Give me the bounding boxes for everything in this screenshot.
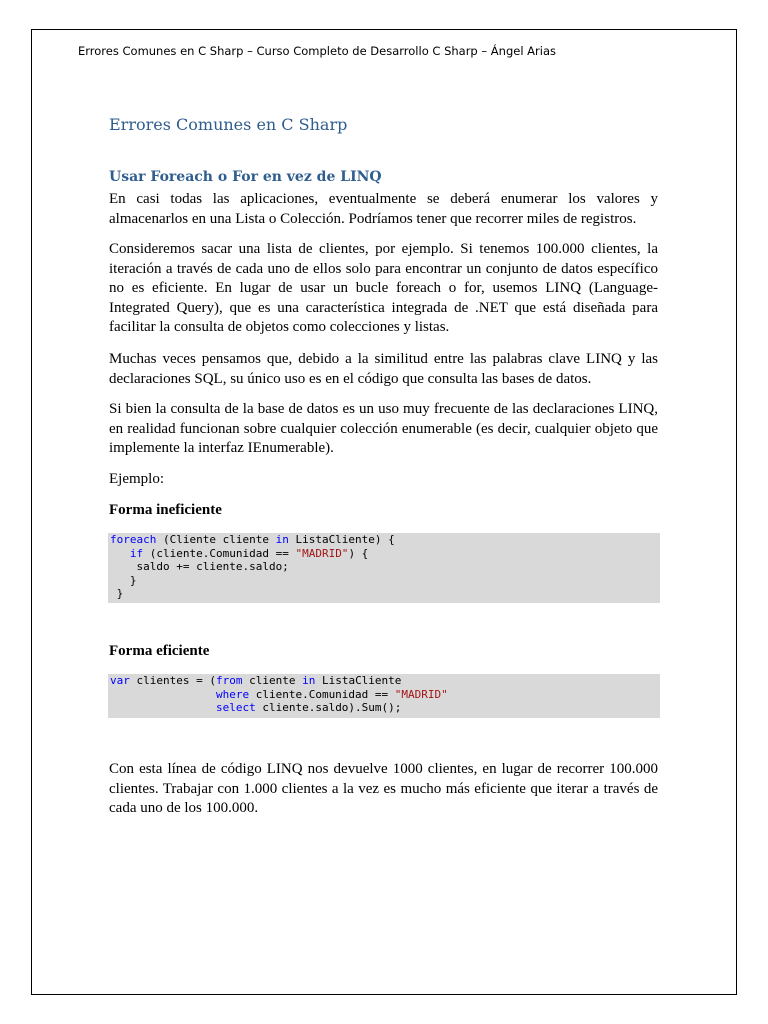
code-line: } xyxy=(110,573,137,587)
paragraph-intro: En casi todas las aplicaciones, eventualmente se deberá enumerar los valores y almacenarlos en una Lista o Colección. Podríamos tener que recorrer miles de registros. xyxy=(109,191,658,227)
code-text: ListaCliente) { xyxy=(288,533,395,546)
section-heading: Usar Foreach o For en vez de LINQ xyxy=(109,169,382,185)
code-keyword: foreach xyxy=(110,533,157,546)
code-indent xyxy=(110,701,216,714)
inefficient-heading: Forma ineficiente xyxy=(109,502,222,518)
code-indent xyxy=(110,547,130,560)
code-text: cliente xyxy=(242,674,303,687)
code-string: "MADRID" xyxy=(295,546,349,560)
document-title: Errores Comunes en C Sharp xyxy=(109,115,348,134)
code-line xyxy=(110,701,660,715)
code-keyword: var xyxy=(110,674,130,687)
code-keyword: in xyxy=(302,674,316,687)
code-keyword: where xyxy=(215,687,250,701)
code-text: ) { xyxy=(348,546,369,560)
code-text: (cliente.Comunidad == xyxy=(143,546,296,560)
code-text: cliente.Comunidad == xyxy=(249,687,395,701)
code-line xyxy=(110,688,660,702)
closing-paragraph: Con esta línea de código LINQ nos devuelve 1000 clientes, en lugar de recorrer 100.000 clientes. Trabajar con 1.000 clientes a la vez es mucho más eficiente que iterar a través de cada uno de los 100.000. xyxy=(109,761,658,816)
efficient-heading: Forma eficiente xyxy=(109,643,210,659)
paragraph-enumerable: Si bien la consulta de la base de datos es un uso muy frecuente de las declaraciones LINQ, en realidad funcionan sobre cualquier colección enumerable (es decir, cualquier objeto que implemente la interfaz IEnumerable). xyxy=(109,401,658,456)
code-keyword: select xyxy=(215,701,256,714)
code-text: clientes = ( xyxy=(129,674,216,687)
code-line xyxy=(110,533,660,547)
paragraph-example-clients: Consideremos sacar una lista de clientes, por ejemplo. Si tenemos 100.000 clientes, la iteración a través de cada uno de ellos solo para encontrar un conjunto de datos específico no es eficiente. En lugar de usar un bucle foreach o for, usemos LINQ (Language-Integrated Query), que es una característica integrada de .NET que está diseñada para facilitar la consulta de objetos como colecciones y listas. xyxy=(109,241,658,335)
code-line: saldo += cliente.saldo; xyxy=(110,560,289,573)
code-keyword: from xyxy=(215,674,243,687)
code-indent xyxy=(110,688,216,701)
inefficient-code-block xyxy=(108,533,660,603)
code-text: cliente.saldo).Sum(); xyxy=(255,701,402,714)
code-line: } xyxy=(110,587,124,600)
code-line xyxy=(110,674,660,688)
code-text: (Cliente cliente xyxy=(156,533,276,546)
running-header: Errores Comunes en C Sharp – Curso Completo de Desarrollo C Sharp – Ángel Arias xyxy=(78,44,557,58)
efficient-code-block xyxy=(108,674,660,718)
code-string: "MADRID" xyxy=(394,687,448,701)
code-line xyxy=(110,547,660,561)
paragraph-example-label: Ejemplo: xyxy=(109,471,164,487)
paragraph-sql-similarity: Muchas veces pensamos que, debido a la similitud entre las palabras clave LINQ y las declaraciones SQL, su único uso es en el código que consulta las bases de datos. xyxy=(109,351,658,387)
code-keyword: in xyxy=(275,533,289,546)
code-text: ListaCliente xyxy=(315,674,402,687)
code-keyword: if xyxy=(129,546,144,560)
